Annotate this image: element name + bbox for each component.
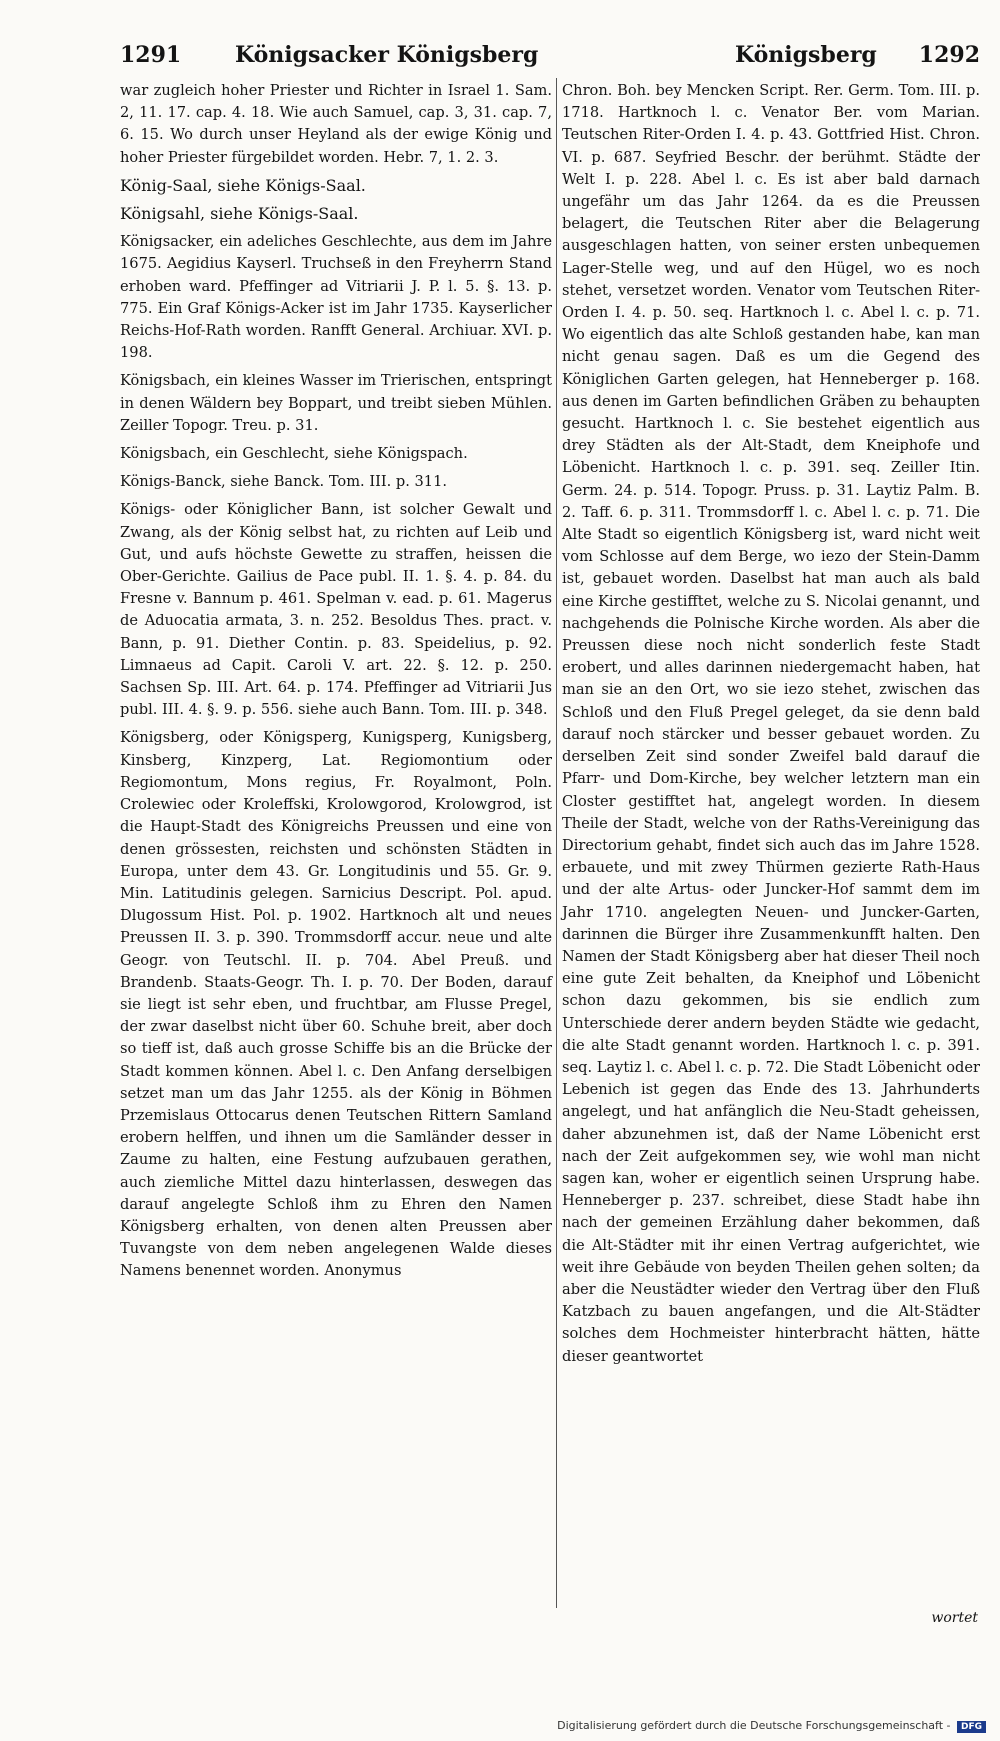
catchword: wortet [931, 1610, 978, 1626]
entry-koenig-saal: König-Saal, siehe Königs-Saal. [120, 175, 366, 195]
page-number-right: 1292 [918, 42, 980, 68]
right-column [562, 80, 980, 1374]
entry-koenigsbach-water: Königsbach, ein kleines Wasser im Trierischen, entspringt in denen Wäldern bey Boppart, und treibt sieben Mühlen. Zeiller Topogr. Treu. p. 31. [120, 372, 552, 434]
paragraph: Chron. Boh. bey Mencken Script. Rer. Germ. Tom. III. p. 1718. Hartknoch l. c. Venator Ber. vom Marian. Teutschen Riter-Orden I. 4. p. 43. Gottfried Hist. Chron. VI. p. 687. Seyfried Beschr. der berühmt. Städte der Welt I. p. 228. Abel l. c. Es ist aber bald darnach ungefähr um das Jahr 1264. da es die Preussen belagert, die Teutschen Riter aber die Belagerung ausgeschlagen hatten, von seiner ersten unbequemen Lager-Stelle weg, und auf den Hügel, wo es noch stehet, versetzet worden. Venator vom Teutschen Riter-Orden I. 4. p. 50. seq. Hartknoch l. c. Abel l. c. p. 71. Wo eigentlich das alte Schloß gestanden habe, kan man nicht genau sagen. Daß es um die Gegend des Königlichen Garten gelegen, hat Henneberger p. 168. aus denen im Garten befindlichen Gräben zu behaupten gesucht. Hartknoch l. c. Sie bestehet eigentlich aus drey Städten als der Alt-Stadt, dem Kneiphofe und Löbenicht. Hartknoch l. c. p. 391. seq. Zeiller Itin. Germ. 24. p. 514. Topogr. Pruss. p. 31. Laytiz Palm. B. 2. Taff. 6. p. 311. Trommsdorff l. c. Abel l. c. p. 71. Die Alte Stadt so eigentlich Königsberg ist, ward nicht weit vom Schlosse auf dem Berge, wo iezo der Stein-Damm ist, gebauet worden. Daselbst hat man auch als bald eine Kirche gestifftet, welche zu S. Nicolai genannt, und nachgehends die Polnische Kirche worden. Als aber die Preussen diese noch nicht sonderlich feste Stadt erobert, und alles darinnen niedergemacht haben, hat man sie an den Ort, wo sie iezo stehet, zwischen das Schloß und den Fluß Pregel geleget, da sie denn bald darauf noch stärcker und besser gebauet worden. Zu derselben Zeit sind sonder Zweifel bald darauf die Pfarr- und Dom-Kirche, bey welcher letztern man ein Closter gestifftet hat, angelegt worden. In diesem Theile der Stadt, welche von der Raths-Vereinigung das Directorium gehabt, findet sich auch das im Jahre 1528. erbauete, und mit zwey Thürmen gezierte Rath-Haus und der alte Artus- oder Juncker-Hof sammt dem im Jahr 1710. angelegten Neuen- und Juncker-Garten, darinnen die Bürger ihre Zusammenkunfft halten. Den Namen der Stadt Königsberg aber hat dieser Theil noch eine gute Zeit behalten, da Kneiphof und Löbenicht schon dazu gekommen, bis sie endlich zum Unterschiede derer andern beyden Städte wie gedacht, die alte Stadt genannt worden. Hartknoch l. c. p. 391. seq. Laytiz l. c. Abel l. c. p. 72. Die Stadt Löbenicht oder Lebenich ist gegen das Ende des 13. Jahrhunderts angelegt, und hat anfänglich die Neu-Stadt geheissen, daher abzunehmen ist, daß der Name Löbenicht erst nach der Zeit aufgekommen sey, wie wohl man nicht sagen kan, woher er eigentlich seinen Ursprung habe. Henneberger p. 237. schreibet, diese Stadt habe ihn nach der gemeinen Erzählung daher bekommen, daß die Alt-Städter mit ihr einen Vertrag aufgerichtet, wie weit ihre Gebäude von beyden Theilen gehen solten; da aber die Neustädter wieder den Vertrag über den Fluß Katzbach zu bauen angefangen, und die Alt-Städter solches dem Hochmeister hinterbracht hätten, hätte dieser geantwortet [562, 82, 980, 1365]
left-column [120, 80, 552, 1289]
footer-text: Digitalisierung gefördert durch die Deutsche Forschungsgemeinschaft - [557, 1719, 951, 1732]
dfg-logo: DFG [957, 1721, 986, 1733]
entry-koenigsacker: Königsacker, ein adeliches Geschlechte, aus dem im Jahre 1675. Aegidius Kayserl. Truchseß in den Freyherrn Stand erhoben ward. Pfeffinger ad Vitriarii J. P. l. 5. §. 13. p. 775. Ein Graf Königs-Acker ist im Jahr 1735. Kayserlicher Reichs-Hof-Rath worden. Ranfft General. Archiuar. XVI. p. 198. [120, 233, 552, 362]
entry-koenigsbach-family: Königsbach, ein Geschlecht, siehe Königspach. [120, 445, 468, 463]
page-number-left: 1291 [120, 42, 182, 68]
digitization-footer [557, 1719, 986, 1733]
entry-koenigsahl: Königsahl, siehe Königs-Saal. [120, 204, 359, 224]
keyword-right: Königsberg [735, 42, 877, 68]
keyword-left: Königsacker Königsberg [235, 42, 539, 68]
paragraph: war zugleich hoher Priester und Richter in Israel 1. Sam. 2, 11. 17. cap. 4. 18. Wie auch Samuel, cap. 3, 31. cap. 7, 6. 15. Wo durch unser Heyland als der ewige König und hoher Priester fürgebildet worden. Hebr. 7, 1. 2. 3. [120, 82, 552, 166]
entry-koenigsberg: Königsberg, oder Königsperg, Kunigsperg, Kunigsberg, Kinsberg, Kinzperg, Lat. Regiomontium oder Regiomontum, Mons regius, Fr. Royalmont, Poln. Crolewiec oder Kroleffski, Krolowgorod, Krolowgrod, ist die Haupt-Stadt des Königreichs Preussen und eine von denen grössesten, reichsten und schönsten Städten in Europa, unter dem 43. Gr. Longitudinis und 55. Gr. 9. Min. Latitudinis gelegen. Sarnicius Descript. Pol. apud. Dlugossum Hist. Pol. p. 1902. Hartknoch alt und neues Preussen II. 3. p. 390. Trommsdorff accur. neue und alte Geogr. von Teutschl. II. p. 704. Abel Preuß. und Brandenb. Staats-Geogr. Th. I. p. 70. Der Boden, darauf sie liegt ist sehr eben, und fruchtbar, am Flusse Pregel, der zwar daselbst nicht über 60. Schuhe breit, aber doch so tieff ist, daß auch grosse Schiffe bis an die Brücke der Stadt kommen können. Abel l. c. Den Anfang derselbigen setzet man um das Jahr 1255. als der König in Böhmen Przemislaus Ottocarus denen Teutschen Rittern Samland erobern helffen, und ihnen um die Samländer desser in Zaume zu halten, eine Festung aufzubauen gerathen, auch ziemliche Mittel dazu hinterlassen, deswegen das darauf angelegte Schloß ihm zu Ehren den Namen Königsberg erhalten, von denen alten Preussen aber Tuvangste von dem neben angelegenen Walde dieses Namens benennet worden. Anonymus [120, 729, 552, 1280]
page-header [120, 42, 980, 78]
entry-koenigs-banck: Königs-Banck, siehe Banck. Tom. III. p. 311. [120, 473, 448, 491]
column-divider [556, 78, 557, 1608]
entry-koenigs-bann: Königs- oder Königlicher Bann, ist solcher Gewalt und Zwang, als der König selbst hat, zu richten auf Leib und Gut, und aufs höchste Gewette zu straffen, heissen die Ober-Gerichte. Gailius de Pace publ. II. 1. §. 4. p. 84. du Fresne v. Bannum p. 461. Spelman v. ead. p. 61. Magerus de Aduocatia armata, 3. n. 252. Besoldus Thes. pract. v. Bann, p. 91. Diether Contin. p. 83. Speidelius, p. 92. Limnaeus ad Capit. Caroli V. art. 22. §. 12. p. 250. Sachsen Sp. III. Art. 64. p. 174. Pfeffinger ad Vitriarii Jus publ. III. 4. §. 9. p. 556. siehe auch Bann. Tom. III. p. 348. [120, 501, 552, 719]
